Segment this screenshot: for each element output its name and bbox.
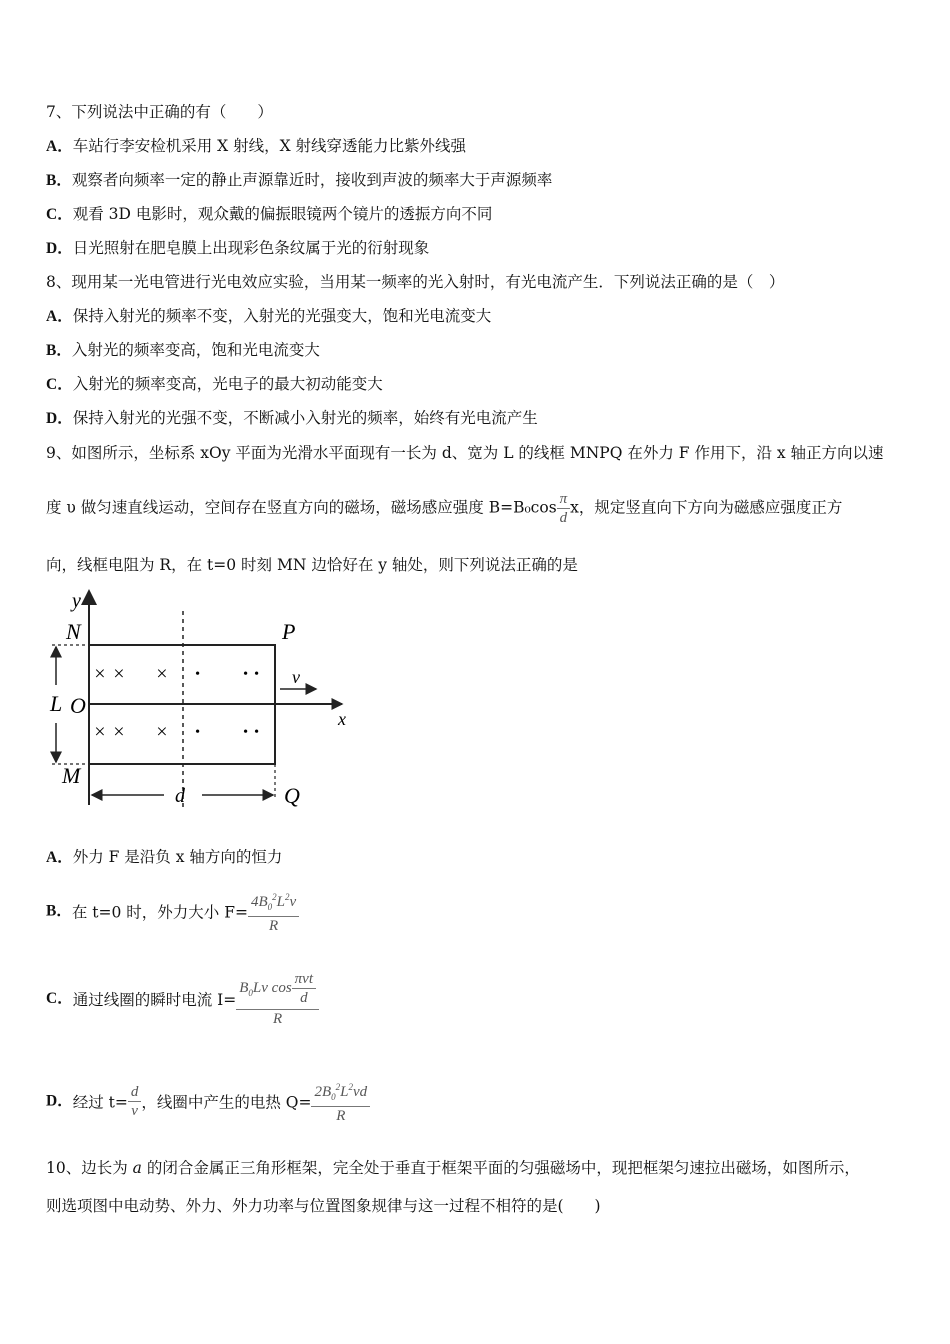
option-label: C． (46, 990, 73, 1007)
field-dot: • (195, 667, 200, 682)
q7-option-d (46, 238, 429, 259)
label-O: O (70, 693, 86, 718)
stem-text: 的闭合金属正三角形框架，完全处于垂直于框架平面的匀强磁场中，现把框架匀速拉出磁场，如图所示， (141, 1159, 860, 1177)
field-dot: • (254, 667, 259, 682)
frac-numerator: $4B_0^2L^2v$ (250, 892, 297, 912)
q8-option-c (46, 374, 383, 395)
q7-option-c (46, 204, 492, 225)
option-label: B． (46, 902, 72, 920)
q7-option-a (46, 136, 466, 157)
field-cross: × (93, 721, 107, 743)
field-dot: • (195, 725, 200, 740)
q8-option-a (46, 306, 491, 327)
stem-text: 度 υ 做匀速直线运动，空间存在竖直方向的磁场，磁场感应强度 B=B₀cos (46, 498, 557, 517)
frac-numerator: π (559, 491, 568, 507)
option-label: C． (46, 376, 73, 393)
force-fraction (248, 888, 299, 935)
label-x: x (338, 709, 346, 729)
q9-stem-line1: 9、如图所示，坐标系 xOy 平面为光滑水平面现有一长为 d、宽为 L 的线框 MNPQ 在外力 F 作用下，沿 x 轴正方向以速 (46, 444, 884, 462)
q9-option-b (46, 888, 299, 935)
frac-numerator: $2B_0^2L^2vd$ (314, 1082, 368, 1102)
option-text: 保持入射光的光强不变，不断减小入射光的频率，始终有光电流产生 (72, 409, 538, 427)
frac-numerator: $B_0Lv$ cos $\frac{\text{πvt}}{d}$ (236, 970, 319, 1009)
option-label: D． (46, 410, 73, 427)
field-cross: × (112, 721, 126, 743)
stem-text: 10、边长为 (46, 1159, 133, 1177)
label-N: N (66, 619, 81, 644)
label-P: P (282, 619, 296, 644)
option-text: 观看 3D 电影时，观众戴的偏振眼镜两个镜片的透振方向不同 (72, 205, 493, 223)
q8-option-d (46, 408, 538, 429)
frac-denominator: R (248, 916, 299, 935)
option-text: 日光照射在肥皂膜上出现彩色条纹属于光的衍射现象 (72, 239, 430, 257)
label-y: y (72, 590, 81, 612)
q10-stem-line2: 则选项图中电动势、外力、外力功率与位置图象规律与这一过程不相符的是( ) (46, 1197, 601, 1215)
current-fraction (236, 970, 319, 1028)
frac-denominator: R (236, 1009, 319, 1028)
option-text: 观察者向频率一定的静止声源靠近时，接收到声波的频率大于声源频率 (71, 171, 553, 189)
label-v: v (292, 667, 300, 687)
field-dot: • (243, 725, 248, 740)
variable-a: a (132, 1159, 142, 1177)
field-cross: × (112, 663, 126, 685)
option-label: C． (46, 206, 73, 223)
q8-stem: 8、现用某一光电管进行光电效应实验，当用某一频率的光入射时，有光电流产生．下列说法正确的是（ ） (46, 273, 785, 291)
q9-option-d (46, 1078, 370, 1125)
field-dot: • (243, 667, 248, 682)
q10-stem-line1 (46, 1158, 860, 1178)
inner-fraction: $\frac{\text{πvt}}{d}$ (292, 970, 316, 1007)
option-label: D． (46, 240, 73, 257)
option-text: ，线圈中产生的电热 Q= (141, 1093, 312, 1112)
option-text: 入射光的频率变高，光电子的最大初动能变大 (72, 375, 383, 393)
stem-text: x，规定竖直向下方向为磁感应强度正方 (570, 498, 843, 517)
q9-stem-line3: 向，线框电阻为 R，在 t=0 时刻 MN 边恰好在 y 轴处，则下列说法正确的是 (46, 556, 578, 574)
option-text: 通过线圈的瞬时电流 I= (72, 991, 237, 1009)
time-fraction: $\frac{d}{v}$ (128, 1083, 142, 1120)
q9-circuit-figure (44, 585, 364, 813)
q7-stem: 7、下列说法中正确的有（ ） (46, 103, 273, 121)
frac-denominator: R (311, 1106, 370, 1125)
option-label: A． (46, 308, 73, 325)
q9-stem-line2 (46, 490, 842, 527)
q8-option-b (46, 340, 320, 361)
label-Q: Q (284, 783, 300, 808)
option-text: 车站行李安检机采用 X 射线，X 射线穿透能力比紫外线强 (72, 137, 467, 155)
option-label: B． (46, 172, 72, 189)
label-M: M (62, 763, 81, 788)
field-cross: × (93, 663, 107, 685)
option-text: 保持入射光的频率不变，入射光的光强变大，饱和光电流变大 (72, 307, 492, 325)
heat-fraction (311, 1078, 370, 1125)
option-label: B． (46, 342, 72, 359)
q9-option-c (46, 970, 319, 1028)
label-L: L (50, 691, 63, 716)
field-cross: × (155, 663, 169, 685)
option-label: A． (46, 849, 73, 866)
field-dot: • (254, 725, 259, 740)
q7-option-b (46, 170, 552, 191)
q9-option-a (46, 847, 282, 868)
option-label: A． (46, 138, 73, 155)
label-d: d (175, 785, 185, 807)
option-text: 入射光的频率变高，饱和光电流变大 (71, 341, 320, 359)
pi-over-d-fraction (557, 490, 571, 527)
option-label: D． (46, 1092, 73, 1110)
field-cross: × (155, 721, 169, 743)
option-text: 外力 F 是沿负 x 轴方向的恒力 (72, 848, 283, 866)
frac-denominator: d (557, 508, 571, 527)
option-text: 在 t=0 时，外力大小 F= (71, 903, 248, 922)
option-text: 经过 t= (72, 1093, 128, 1112)
